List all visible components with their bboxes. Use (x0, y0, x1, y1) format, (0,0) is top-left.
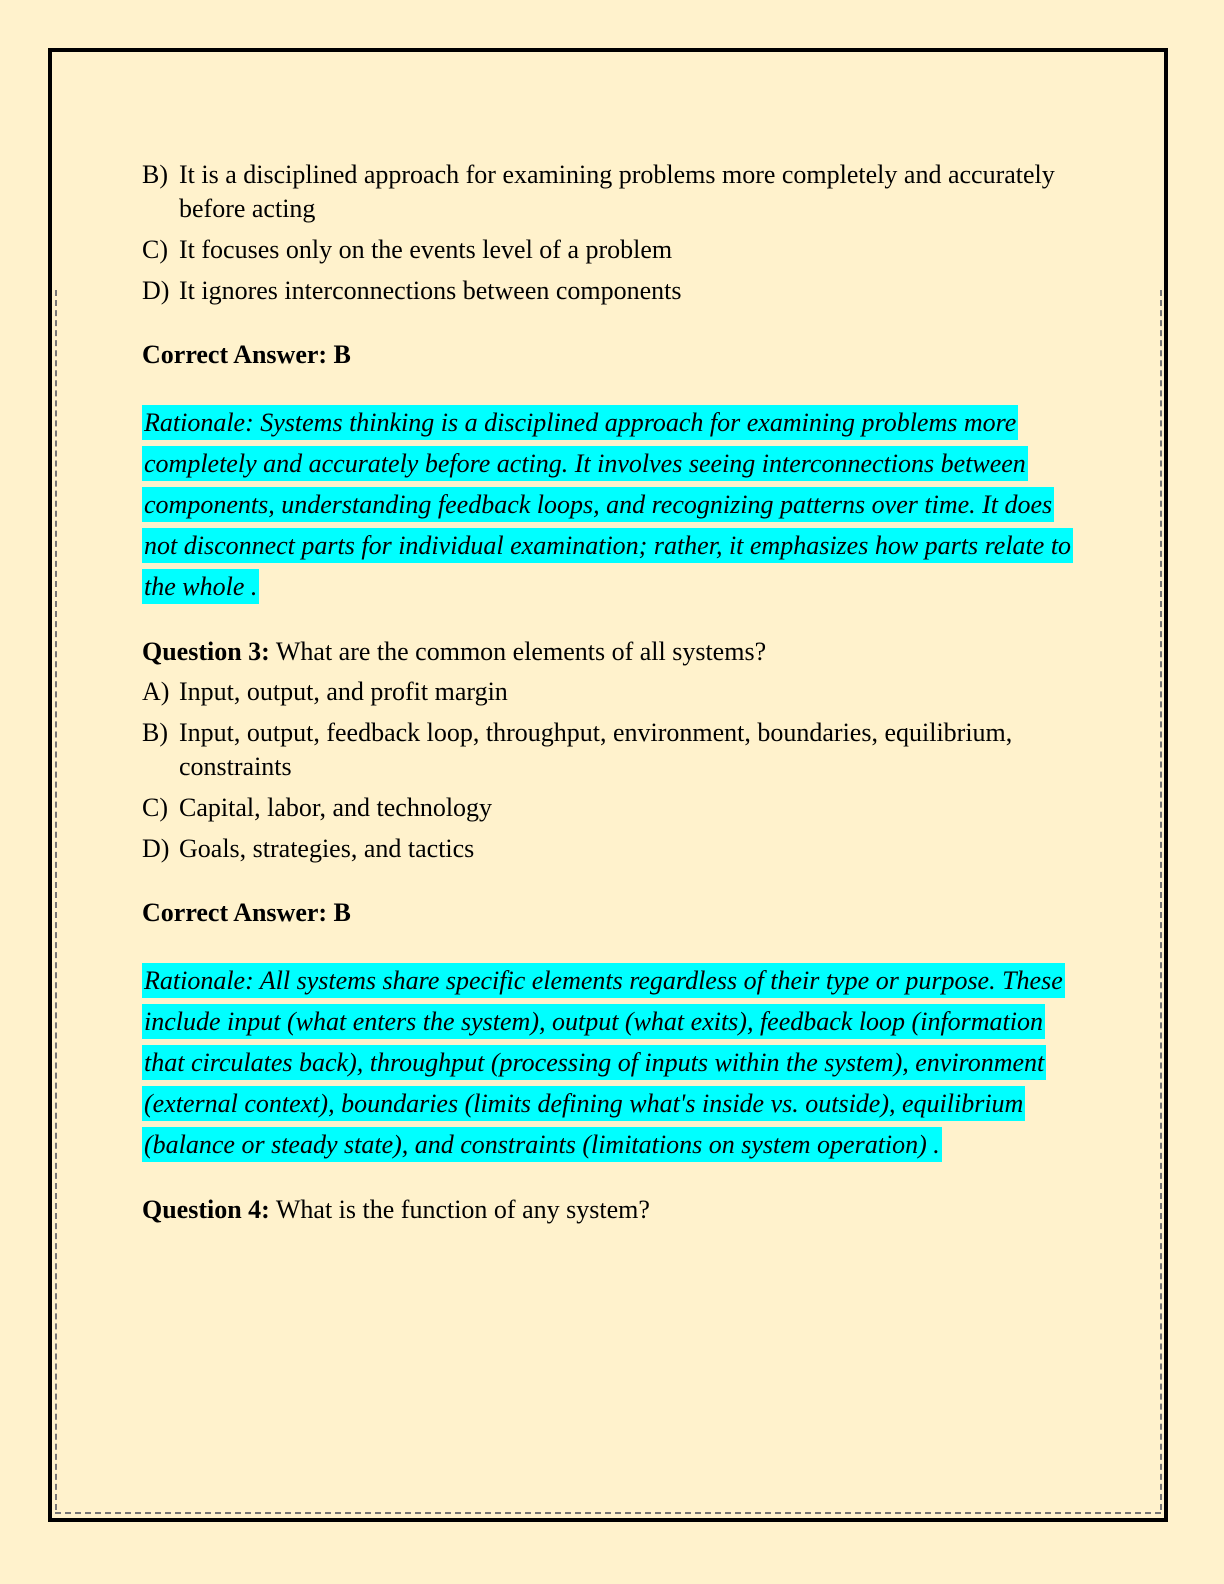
option-letter: B) (142, 718, 168, 747)
q3-option-d (142, 832, 1082, 866)
option-text: It ignores interconnections between components (179, 276, 682, 305)
option-text: It focuses only on the events level of a problem (179, 235, 673, 264)
q2-rationale-text: Rationale: Systems thinking is a disciplined approach for examining problems more completely and accurately before acting. It involves seeing interconnections between components, understanding feedback loops, and recognizing patterns over time. It does not disconnect parts for individual examination; rather, it emphasizes how parts relate to the whole . (142, 405, 1073, 604)
question-3-options (142, 675, 1082, 866)
document-content (142, 158, 1082, 1233)
q2-option-b (142, 158, 1082, 226)
page-border-inner-right (1160, 290, 1162, 1510)
option-text: It is a disciplined approach for examining problems more completely and accurately before acting (179, 160, 1055, 223)
question-3-text: What are the common elements of all systems? (269, 637, 767, 666)
question-2-options (142, 158, 1082, 308)
question-3-label: Question 3: (142, 637, 270, 666)
page-border-inner-bottom (55, 1512, 1161, 1514)
option-letter: C) (142, 235, 168, 264)
q3-option-c (142, 791, 1082, 825)
q3-rationale-text: Rationale: All systems share specific elements regardless of their type or purpose. These include input (what enters the system), output (what exits), feedback loop (information that circulates back), throughput (processing of inputs within the system), environment (external context), boundaries (limits defining what's inside vs. outside), equilibrium (balance or steady state), and constraints (limitations on system operation) . (142, 963, 1065, 1162)
option-text: Input, output, and profit margin (179, 677, 508, 706)
option-letter: B) (142, 160, 168, 189)
page-border-inner-left (55, 290, 57, 1510)
q3-correct-answer: Correct Answer: B (142, 898, 351, 927)
q2-correct-answer: Correct Answer: B (142, 340, 351, 369)
q2-option-c (142, 233, 1082, 267)
option-text: Input, output, feedback loop, throughput, environment, boundaries, equilibrium, constraints (179, 718, 1013, 781)
option-letter: D) (142, 834, 170, 863)
q2-option-d (142, 274, 1082, 308)
option-text: Goals, strategies, and tactics (179, 834, 475, 863)
q3-option-a (142, 675, 1082, 709)
option-letter: D) (142, 276, 170, 305)
q2-rationale (142, 402, 1082, 607)
option-text: Capital, labor, and technology (179, 793, 493, 822)
q3-rationale (142, 960, 1082, 1165)
q3-option-b (142, 716, 1082, 784)
option-letter: C) (142, 793, 168, 822)
question-4-text: What is the function of any system? (269, 1195, 650, 1224)
option-letter: A) (142, 677, 170, 706)
question-3 (142, 635, 1082, 669)
question-4 (142, 1193, 1082, 1227)
question-4-label: Question 4: (142, 1195, 270, 1224)
